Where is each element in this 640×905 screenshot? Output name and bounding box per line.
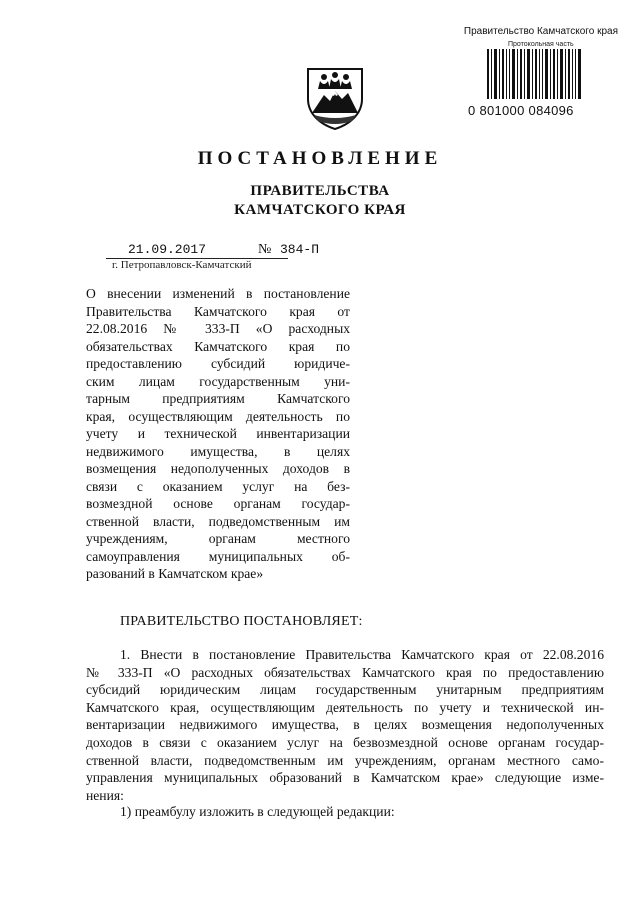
subject-line: тарным предприятиям Камчатского [86,391,350,406]
subject-line: предоставлению субсидий юридиче- [86,356,350,371]
subject-line: возмездной основе органам государ- [86,496,350,511]
stamp-section: Протокольная часть [508,41,574,48]
stamp-organization: Правительство Камчатского края [463,26,618,37]
subject-line: недвижимого имущества, в целях [86,443,350,459]
subject-line: учреждениям, органам местного [86,531,350,546]
subject-line: ским лицам государственным уни- [86,373,350,389]
document-date: 21.09.2017 [128,242,207,257]
barcode-number: 0 801000 084096 [468,103,574,118]
subject-line: ственной власти, подведомственным им [86,513,350,529]
document-city: г. Петропавловск-Камчатский [112,259,252,271]
body-line: вентаризации недвижимого имущества, в целях возмещения недополученных [86,717,604,733]
subject-line: 22.08.2016 № 333-П «О расходных [86,321,350,336]
issuer-line-1: ПРАВИТЕЛЬСТВА [250,183,390,199]
issuer-line-2: КАМЧАТСКОГО КРАЯ [234,202,406,218]
list-item: 1) преамбулу изложить в следующей редакции: [120,804,395,819]
body-line: 1. Внести в постановление Правительства Камчатского края от 22.08.2016 [120,647,604,662]
document-number: 384-П [280,242,320,257]
document-subject [86,285,350,583]
subject-line: обязательствах Камчатского края по [86,338,350,354]
body-line: № 333-П «О расходных обязательствах Камчатского края по предоставлению [86,664,604,680]
subject-line: возмещения недополученных доходов в [86,461,350,476]
subject-line: учету и технической инвентаризации [86,426,350,441]
subject-line: самоуправления муниципальных об- [86,548,350,564]
barcode-icon [487,49,582,99]
subject-line: связи с оказанием услуг на без- [86,478,350,494]
subject-line: О внесении изменений в постановление [86,286,350,301]
subject-line: Правительства Камчатского края от [86,303,350,319]
subject-line: края, осуществляющим деятельность по [86,408,350,424]
body-line: управления муниципальных образований в Камчатском крае» следующие измe- [86,770,604,786]
body-line: доходов в связи с оказанием услуг на безвозмездной основе органам государ- [86,734,604,750]
subject-line: разований в Камчатском крае» [86,566,264,581]
body-line: субсидий юридическим лицам государственным унитарным предприятиям [86,682,604,698]
body-line: ственной власти, подведомственным им учреждениям, органам местного само- [86,752,604,768]
body-paragraph [86,646,604,804]
resolves-heading: ПРАВИТЕЛЬСТВО ПОСТАНОВЛЯЕТ: [120,614,363,629]
number-sign: № [258,242,272,257]
kamchatka-coat-of-arms-icon [302,65,368,131]
body-line: нения: [86,787,124,803]
body-line: Камчатского края, осуществляющим деятельность по учету и технической ин- [86,699,604,715]
document-type-title: ПОСТАНОВЛЕНИЕ [197,148,443,169]
